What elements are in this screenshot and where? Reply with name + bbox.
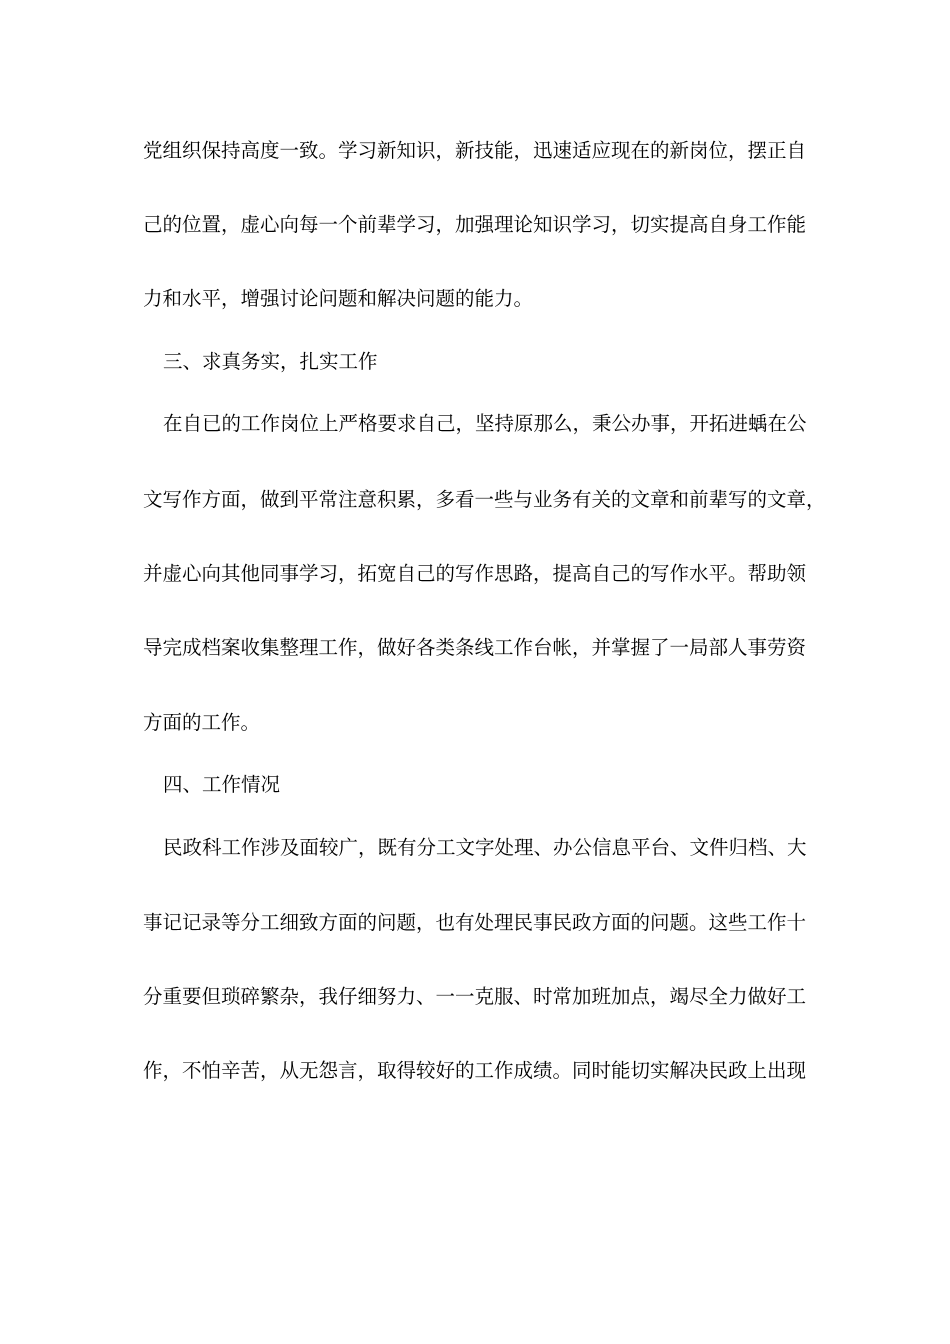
paragraph-1-line-3: 力和水平，增强讨论问题和解决问题的能力。 (143, 287, 534, 310)
paragraph-2-line-1: 在自已的工作岗位上严格要求自己，坚持原那么，秉公办事，开拓进蝺在公 (163, 412, 807, 435)
paragraph-3-line-3: 分重要但琐碎繁杂，我仔细努力、一一克服、时常加班加点，竭尽全力做好工 (143, 985, 807, 1008)
paragraph-2-line-3: 并虚心向其他同事学习，拓宽自己的写作思路，提高自己的写作水平。帮助领 (143, 562, 807, 585)
paragraph-3-line-2: 事记记录等分工细致方面的问题，也有处理民事民政方面的问题。这些工作十 (143, 911, 807, 934)
paragraph-1-line-1: 党组织保持高度一致。学习新知识，新技能，迅速适应现在的新岗位，摆正自 (143, 139, 807, 162)
paragraph-2-line-4: 导完成档案收集整理工作，做好各类条线工作台帐，并掌握了一局部人事劳资 (143, 636, 807, 659)
section-heading-3: 三、求真务实，扎实工作 (163, 350, 378, 373)
paragraph-2-line-5: 方面的工作。 (143, 711, 261, 734)
paragraph-3-line-4: 作，不怕辛苦，从无怨言，取得较好的工作成绩。同时能切实解决民政上出现 (143, 1059, 807, 1082)
paragraph-3-line-1: 民政科工作涉及面较广，既有分工文字处理、办公信息平台、文件归档、大 (163, 836, 807, 859)
paragraph-2-line-2: 文写作方面，做到平常注意积累，多看一些与业务有关的文章和前辈写的文章， (143, 488, 826, 511)
paragraph-1-line-2: 己的位置，虚心向每一个前辈学习，加强理论知识学习，切实提高自身工作能 (143, 213, 807, 236)
section-heading-4: 四、工作情况 (163, 773, 281, 796)
